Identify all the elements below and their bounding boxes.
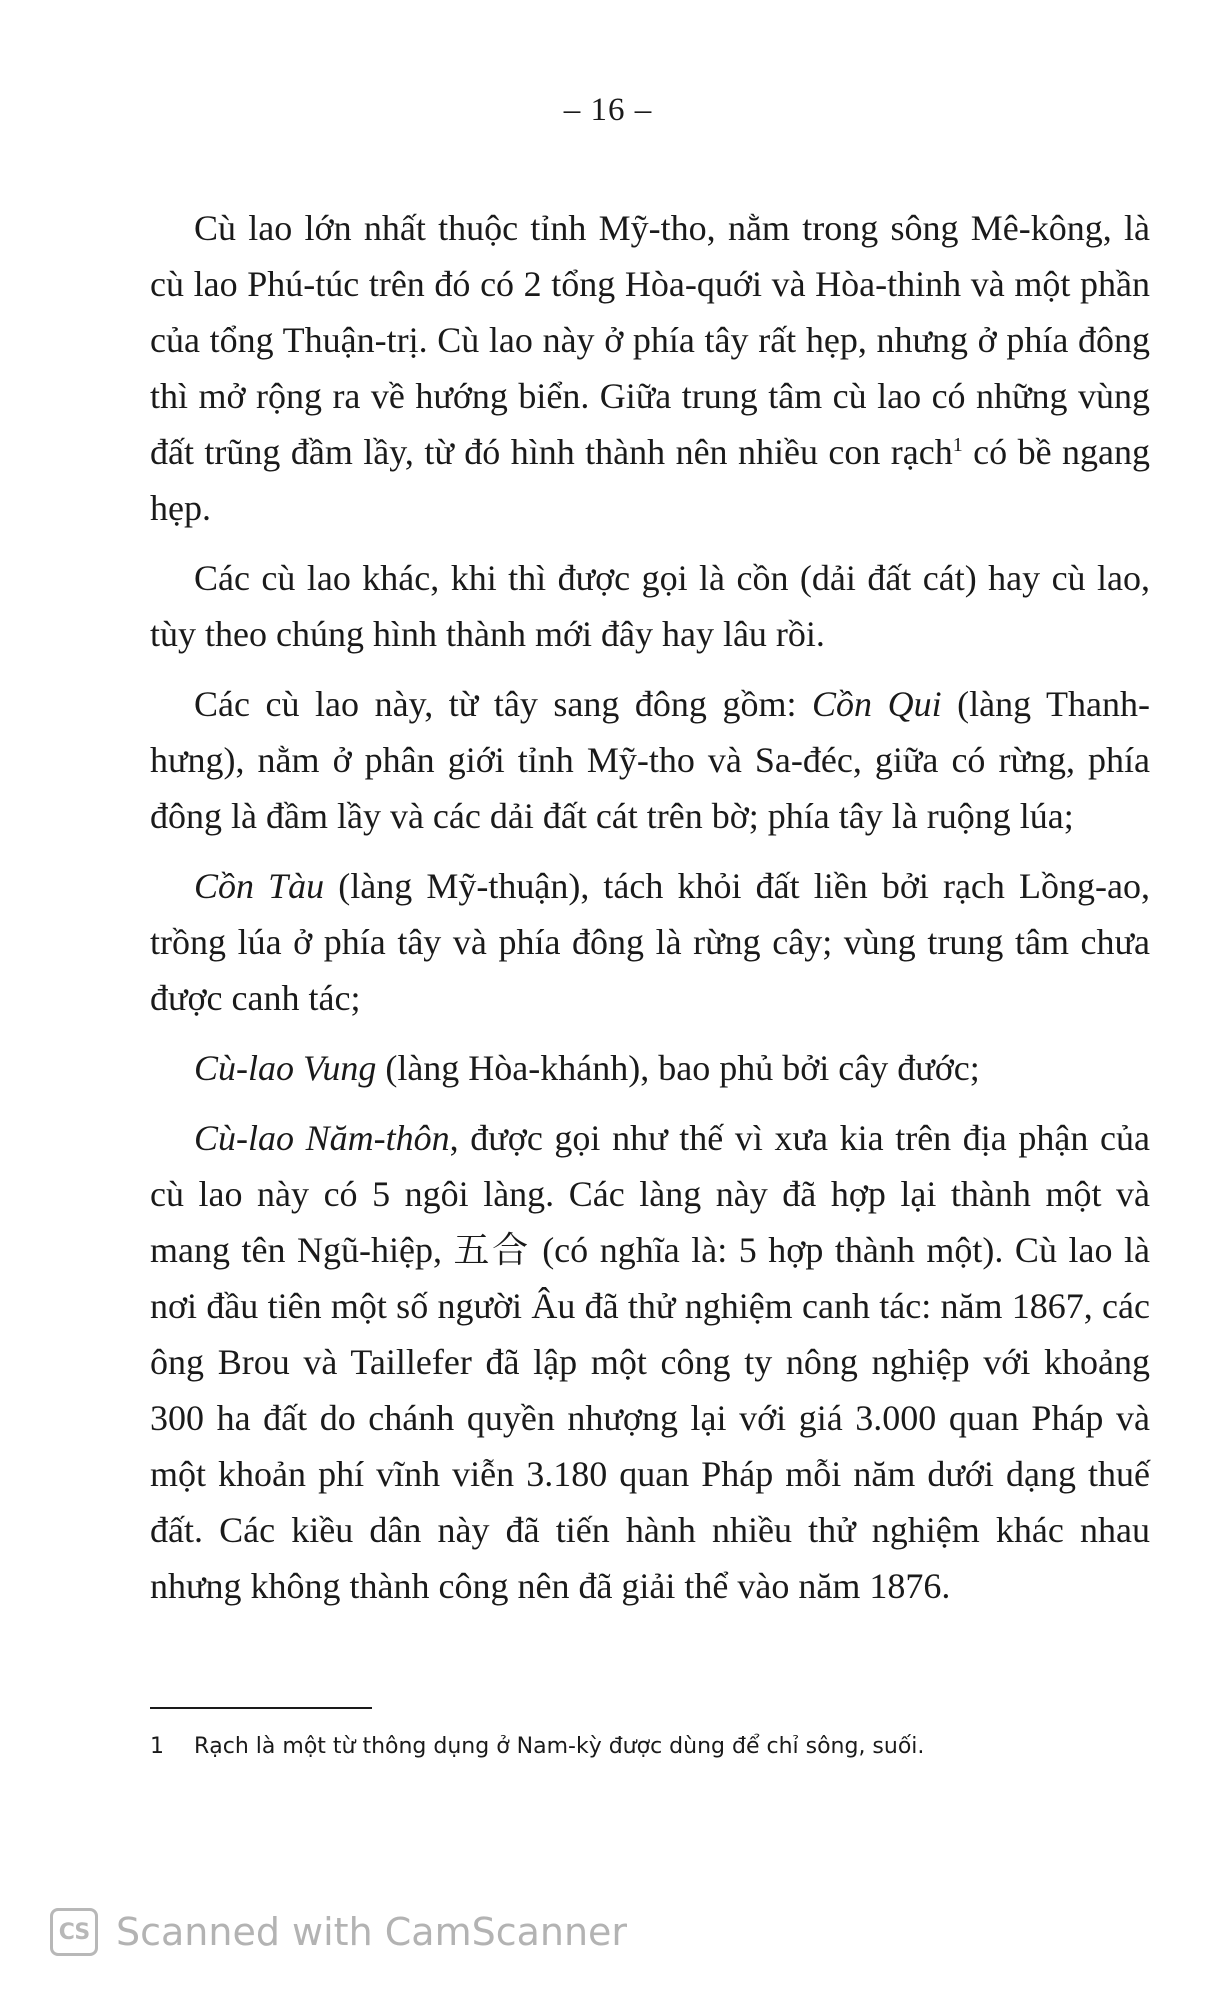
italic-term: Cồn Qui (812, 684, 942, 724)
italic-term: Cù-lao Vung (194, 1048, 377, 1088)
footnote-number: 1 (150, 1734, 164, 1759)
italic-term: Cù-lao Năm-thôn (194, 1118, 450, 1158)
scanner-watermark (50, 1908, 627, 1956)
camscanner-logo-icon: CS (50, 1908, 98, 1956)
text-run: có bề ngang hẹp. (150, 432, 1150, 528)
paragraph (150, 550, 1150, 662)
text-run: Các cù lao này, từ tây sang đông gồm: (194, 684, 813, 724)
footnote-rule (150, 1707, 372, 1709)
text-run: Các cù lao khác, khi thì được gọi là cồn (dải đất cát) hay cù lao, tùy theo chúng hình thành mới đây hay lâu rồi. (150, 558, 1150, 654)
text-run: Cù lao lớn nhất thuộc tỉnh Mỹ-tho, nằm trong sông Mê-kông, là cù lao Phú-túc trên đó có 2 tổng Hòa-quới và Hòa-thinh và một phần của tổng Thuận-trị. Cù lao này ở phía tây rất hẹp, nhưng ở phía đông thì mở rộng ra về hướng biển. Giữa trung tâm cù lao có những vùng đất trũng đầm lầy, từ đó hình thành nên nhiều con rạch (150, 208, 1150, 472)
paragraph (150, 1110, 1150, 1614)
paragraph (150, 858, 1150, 1026)
watermark-text: Scanned with CamScanner (116, 1910, 628, 1954)
paragraph (150, 1040, 1150, 1096)
text-run: (làng Thanh-hưng), nằm ở phân giới tỉnh Mỹ-tho và Sa-đéc, giữa có rừng, phía đông là đầm lầy và các dải đất cát trên bờ; phía tây là ruộng lúa; (150, 684, 1151, 836)
footnote-reference: 1 (952, 434, 963, 456)
paragraph (150, 676, 1150, 844)
text-run: (làng Hòa-khánh), bao phủ bởi cây đước; (376, 1048, 980, 1088)
page-number: – 16 – (563, 92, 653, 128)
body-text (150, 200, 1150, 1614)
italic-term: Cồn Tàu (194, 866, 325, 906)
text-run: (làng Mỹ-thuận), tách khỏi đất liền bởi rạch Lồng-ao, trồng lúa ở phía tây và phía đông là rừng cây; vùng trung tâm chưa được canh tác; (150, 866, 1150, 1018)
text-run: , được gọi như thế vì xưa kia trên địa phận của cù lao này có 5 ngôi làng. Các làng này đã hợp lại thành một và mang tên Ngũ-hiệp, 五合 (có nghĩa là: 5 hợp thành một). Cù lao là nơi đầu tiên một số người Âu đã thử nghiệm canh tác: năm 1867, các ông Brou và Taillefer đã lập một công ty nông nghiệp với khoảng 300 ha đất do chánh quyền nhượng lại với giá 3.000 quan Pháp và một khoản phí vĩnh viễn 3.180 quan Pháp mỗi năm dưới dạng thuế đất. Các kiều dân này đã tiến hành nhiều thử nghiệm khác nhau nhưng không thành công nên đã giải thể vào năm 1876. (150, 1118, 1150, 1606)
paragraph (150, 200, 1150, 536)
footnote (150, 1732, 1150, 1762)
footnote-text: Rạch là một từ thông dụng ở Nam-kỳ được dùng để chỉ sông, suối. (194, 1734, 925, 1759)
